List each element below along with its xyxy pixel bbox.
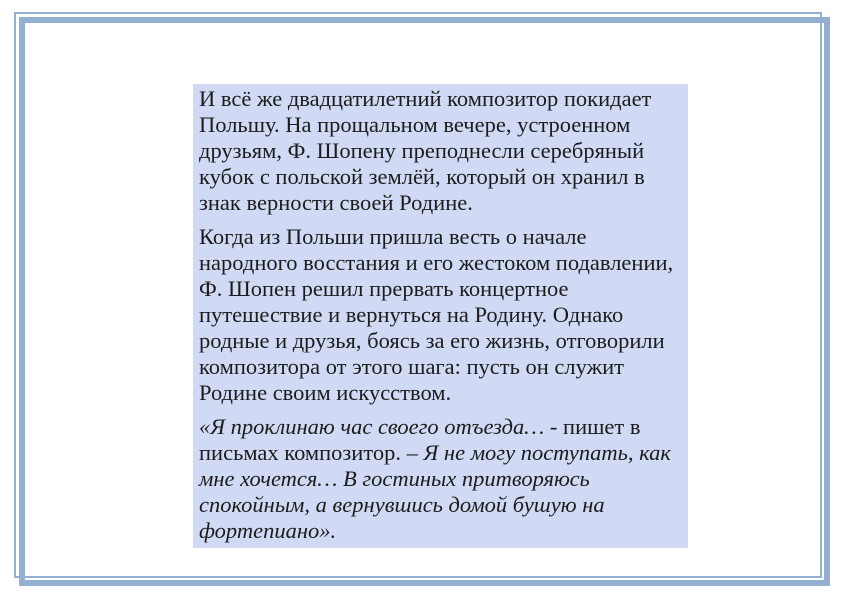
quote-italic-segment: «Я проклинаю час своего отъезда… bbox=[199, 414, 550, 439]
quote-italic-segment: Я не могу поступать, как мне хочется… В гостиных притворяюсь спокойным, а вернувшись домой бушую на фортепиано». bbox=[199, 440, 671, 543]
paragraph-1 bbox=[199, 86, 686, 216]
text-segment: Когда из Польши пришла весть о начале народного восстания и его жестоком подавлении, Ф. Шопен решил прервать концертное путешествие и вернуться на Родину. Однако родные и друзья, боясь за его жизнь, отговорили композитора от этого шага: пусть он служит Родине своим искусством. bbox=[199, 224, 674, 405]
text-segment: И всё же двадцатилетний композитор покидает Польшу. На прощальном вечере, устроенном друзьям, Ф. Шопену преподнесли серебряный кубок с польской землёй, который он хранил в знак верности своей Родине. bbox=[199, 86, 652, 215]
slide-text-block bbox=[193, 84, 688, 548]
paragraph-3 bbox=[199, 414, 686, 544]
text-segment: - пишет в письмах композитор. – bbox=[199, 414, 641, 465]
paragraph-2 bbox=[199, 224, 686, 406]
